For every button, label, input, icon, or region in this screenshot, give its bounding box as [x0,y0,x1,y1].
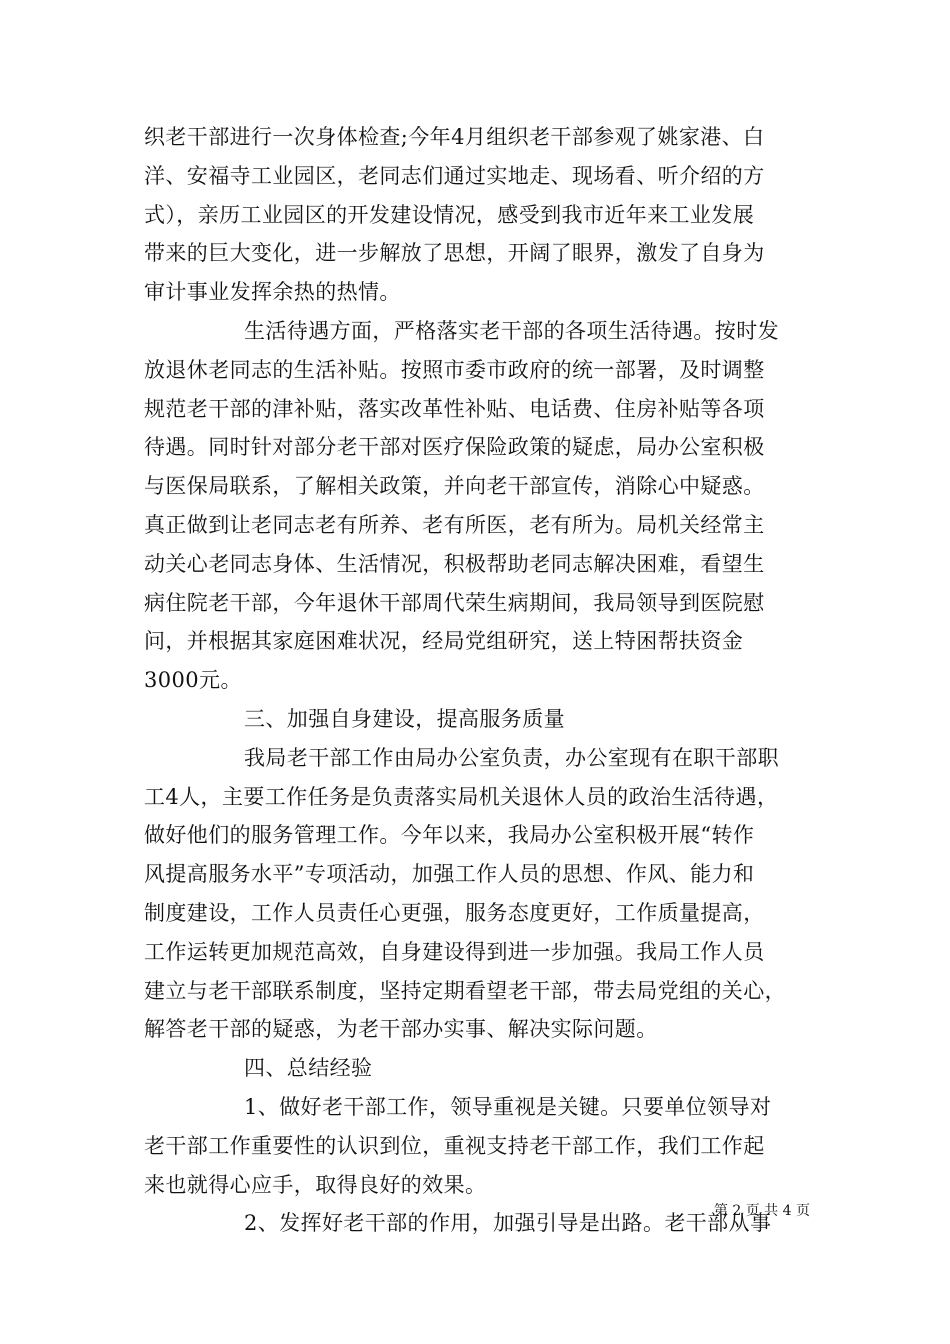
text-line: 与医保局联系，了解相关政策，并向老干部宣传，消除心中疑惑。 [144,474,765,499]
text-line: 审计事业发挥余热的热情。 [144,280,401,305]
text-line: 真正做到让老同志老有所养、老有所医，老有所为。局机关经常主 [144,512,765,537]
text-line: 做好他们的服务管理工作。今年以来，我局办公室积极开展“转作 [144,823,755,848]
text-line: 解答老干部的疑惑，为老干部办实事、解决实际问题。 [144,1017,658,1042]
section-heading: 四、总结经验 [244,1056,373,1081]
text-line: 待遇。同时针对部分老干部对医疗保险政策的疑虑，局办公室积极 [144,435,765,460]
text-line: 动关心老同志身体、生活情况，积极帮助老同志解决困难，看望生 [144,551,765,576]
text-line: 工作运转更加规范高效，自身建设得到进一步加强。我局工作人员 [144,939,765,964]
paragraph-start-line: 1、做好老干部工作，领导重视是关键。只要单位领导对 [244,1094,772,1119]
text-line: 洋、安福寺工业园区，老同志们通过实地走、现场看、听介绍的方 [144,163,765,188]
text-line: 3000元。 [144,668,242,693]
paragraph-start-line: 我局老干部工作由局办公室负责，办公室现有在职干部职 [244,745,779,770]
text-line: 老干部工作重要性的认识到位，重视支持老干部工作，我们工作起 [144,1133,765,1158]
text-line: 制度建设，工作人员责任心更强，服务态度更好，工作质量提高， [144,900,765,925]
text-line: 放退休老同志的生活补贴。按照市委市政府的统一部署，及时调整 [144,357,765,382]
paragraph-start-line: 生活待遇方面，严格落实老干部的各项生活待遇。按时发 [244,318,779,343]
text-line: 规范老干部的津补贴，落实改革性补贴、电话费、住房补贴等各项 [144,396,765,421]
paragraph-start-line: 2、发挥好老干部的作用，加强引导是出路。老干部从事 [244,1211,772,1236]
section-heading: 三、加强自身建设，提高服务质量 [244,706,565,731]
text-line: 问，并根据其家庭困难状况，经局党组研究，送上特困帮扶资金 [144,629,744,654]
text-line: 风提高服务水平”专项活动，加强工作人员的思想、作风、能力和 [144,862,755,887]
page-number-footer: 第 2 页 共 4 页 [713,1203,810,1219]
text-line: 式），亲历工业园区的开发建设情况，感受到我市近年来工业发展 [144,202,755,227]
text-line: 来也就得心应手，取得良好的效果。 [144,1172,487,1197]
text-line: 织老干部进行一次身体检查;今年4月组织老干部参观了姚家港、白 [144,125,765,149]
text-line: 病住院老干部，今年退休干部周代荣生病期间，我局领导到医院慰 [144,590,765,615]
text-line: 工4人，主要工作任务是负责落实局机关退休人员的政治生活待遇， [144,784,779,809]
document-body [144,118,812,1243]
text-line: 带来的巨大变化，进一步解放了思想，开阔了眼界，激发了自身为 [144,241,765,266]
text-line: 建立与老干部联系制度，坚持定期看望老干部，带去局党组的关心， [144,978,786,1003]
